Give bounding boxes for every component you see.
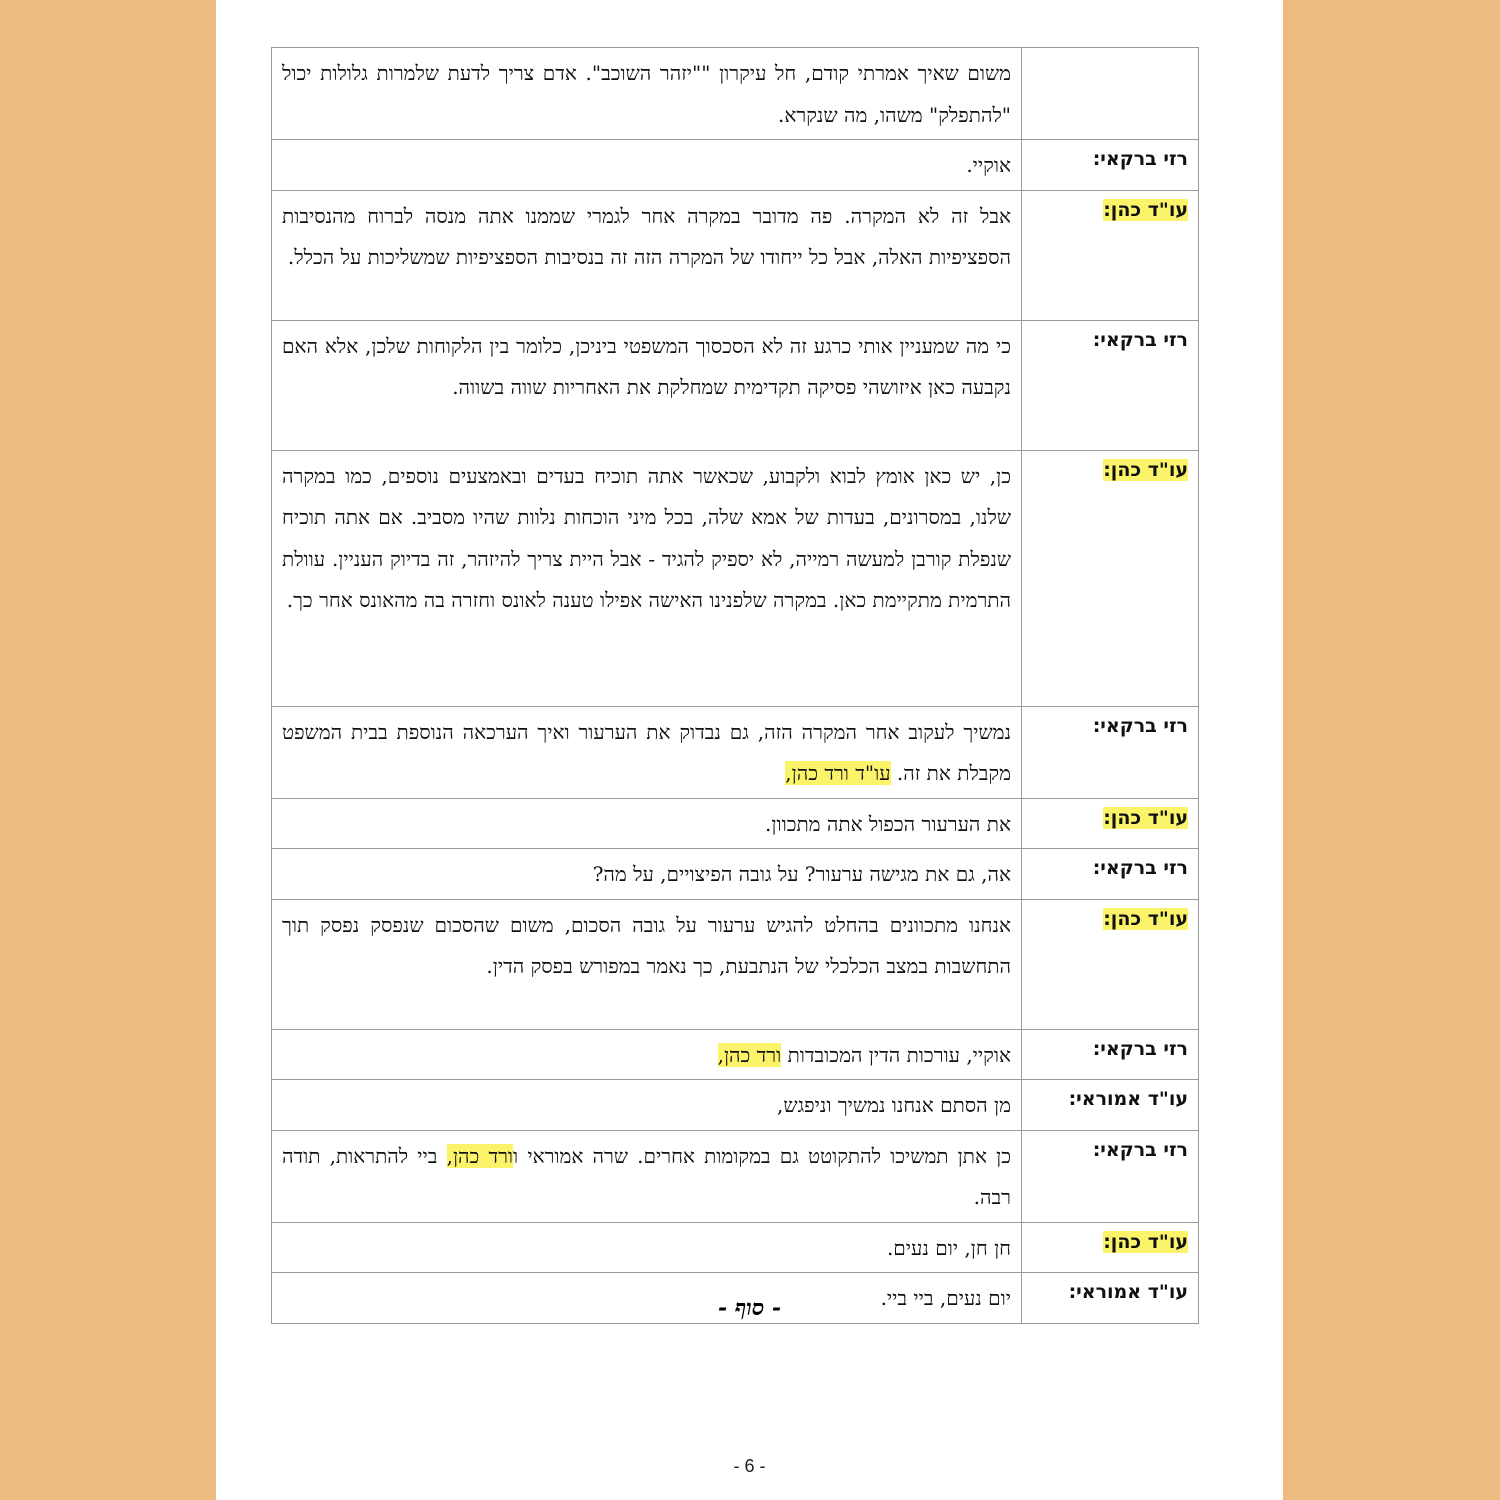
speech-text: אנחנו מתכוונים בהחלט להגיש ערעור על גובה הסכום, משום שהסכום שנפסק נפסק תוך התחשבות במצב הכלכלי של הנתבעת, כך נאמר במפורש בפסק הדין. [282, 912, 1011, 978]
speech-cell [272, 1029, 1022, 1080]
speaker-cell [1022, 1222, 1199, 1273]
speech-cell [272, 1130, 1022, 1222]
transcript-row [272, 849, 1199, 900]
speaker-name: רזי ברקאי: [1092, 1037, 1188, 1060]
speech-text: משום שאיך אמרתי קודם, חל עיקרון ""יזהר השוכב". אדם צריך לדעת שלמרות גלולות יכול "להתפלק" משהו, מה שנקרא. [282, 61, 1011, 127]
speaker-cell [1022, 450, 1199, 706]
speaker-cell [1022, 1080, 1199, 1131]
highlighted-text: עו"ד ורד כהן, [785, 761, 891, 785]
speaker-cell [1022, 1029, 1199, 1080]
speech-cell [272, 320, 1022, 450]
speech-text: נמשיך לעקוב אחר המקרה הזה, גם נבדוק את הערעור ואיך הערכאה הנוספת בבית המשפט מקבלת את זה. [282, 719, 1011, 785]
transcript-row [272, 48, 1199, 140]
end-mark: - סוף - [717, 1295, 782, 1321]
transcript-body [272, 48, 1199, 1324]
speech-text: אוקיי. [966, 153, 1011, 177]
speech-text: אוקיי, עורכות הדין המכובדות [781, 1042, 1011, 1067]
speaker-name: עו"ד כהן: [1103, 198, 1188, 221]
speech-text: את הערעור הכפול אתה מתכוון. [765, 811, 1011, 836]
speaker-name: רזי ברקאי: [1092, 148, 1188, 170]
transcript-row [272, 1029, 1199, 1080]
transcript-row [272, 190, 1199, 320]
speaker-name: עו"ד אמוראי: [1068, 1088, 1188, 1110]
speech-cell [272, 450, 1022, 706]
transcript-row [272, 450, 1199, 706]
speaker-cell [1022, 48, 1199, 140]
speech-text: ביי להתראות, תודה רבה. [282, 1143, 1011, 1209]
speech-text: כן אתן תמשיכו להתקוטט גם במקומות אחרים. שרה אמוראי ו [513, 1143, 1011, 1168]
speaker-cell [1022, 798, 1199, 849]
speaker-cell [1022, 320, 1199, 450]
page-number: - 6 - [733, 1456, 766, 1476]
speaker-cell [1022, 849, 1199, 900]
speech-cell [272, 140, 1022, 191]
speech-text: כן, יש כאן אומץ לבוא ולקבוע, שכאשר אתה תוכיח בעדים ובאמצעים נוספים, כמו במקרה שלנו, במסרונים, בעדות של אמא שלה, בכל מיני הוכחות נלוות שהיו מסביב. אם אתה תוכיח שנפלת קורבן למעשה רמייה, לא יספיק להגיד - אבל היית צריך להיזהר, זה בדיוק העניין. עוולת התרמית מתקיימת כאן. במקרה שלפנינו האישה אפילו טענה לאונס וחזרה בה מהאונס אחר כך. [282, 463, 1011, 612]
speech-cell [272, 798, 1022, 849]
speech-cell [272, 1222, 1022, 1273]
speech-cell [272, 190, 1022, 320]
speech-cell [272, 849, 1022, 900]
speaker-name: עו"ד כהן: [1103, 458, 1188, 481]
highlighted-text: ורד כהן, [446, 1143, 514, 1168]
transcript-row [272, 798, 1199, 849]
speech-text: יום נעים, ביי ביי. [880, 1286, 1011, 1310]
transcript-row [272, 1080, 1199, 1131]
transcript-row [272, 1222, 1199, 1273]
speech-text: כי מה שמעניין אותי כרגע זה לא הסכסוך המשפטי ביניכן, כלומר בין הלקוחות שלכן, אלא האם נקבעה כאן איזושהי פסיקה תקדימית שמחלקת את האחריות שווה בשווה. [282, 333, 1011, 399]
transcript-row [272, 899, 1199, 1029]
speech-cell [272, 1080, 1022, 1131]
speaker-cell [1022, 1130, 1199, 1222]
speaker-name: עו"ד אמוראי: [1068, 1281, 1188, 1303]
transcript-row [272, 1130, 1199, 1222]
speaker-name: רזי ברקאי: [1092, 857, 1188, 879]
speech-text: אבל זה לא המקרה. פה מדובר במקרה אחר לגמרי שממנו אתה מנסה לברוח מהנסיבות הספציפיות האלה, אבל כל ייחודו של המקרה הזה זה בנסיבות הספציפיות שמשליכות על הכלל. [282, 203, 1012, 269]
speech-cell [272, 899, 1022, 1029]
speaker-name: עו"ד כהן: [1103, 806, 1188, 829]
transcript-row [272, 140, 1199, 191]
speech-text: אה, גם את מגישה ערעור? על גובה הפיצויים, על מה? [592, 862, 1011, 886]
speaker-cell [1022, 140, 1199, 191]
highlighted-text: ורד כהן, [717, 1042, 782, 1067]
speaker-cell [1022, 190, 1199, 320]
speech-cell [272, 48, 1022, 140]
speaker-cell [1022, 899, 1199, 1029]
speech-cell [272, 706, 1022, 798]
speaker-name: עו"ד כהן: [1103, 907, 1188, 930]
speaker-cell [1022, 706, 1199, 798]
transcript-row [272, 320, 1199, 450]
speech-text: מן הסתם אנחנו נמשיך וניפגש, [777, 1093, 1011, 1117]
document-page [216, 0, 1283, 1500]
speaker-name: רזי ברקאי: [1092, 328, 1188, 351]
speaker-name: רזי ברקאי: [1092, 714, 1188, 737]
speaker-name: רזי ברקאי: [1092, 1138, 1188, 1161]
transcript-row [272, 706, 1199, 798]
speaker-name: עו"ד כהן: [1103, 1230, 1188, 1253]
speech-text: חן חן, יום נעים. [886, 1235, 1011, 1260]
transcript-table [271, 47, 1199, 1324]
